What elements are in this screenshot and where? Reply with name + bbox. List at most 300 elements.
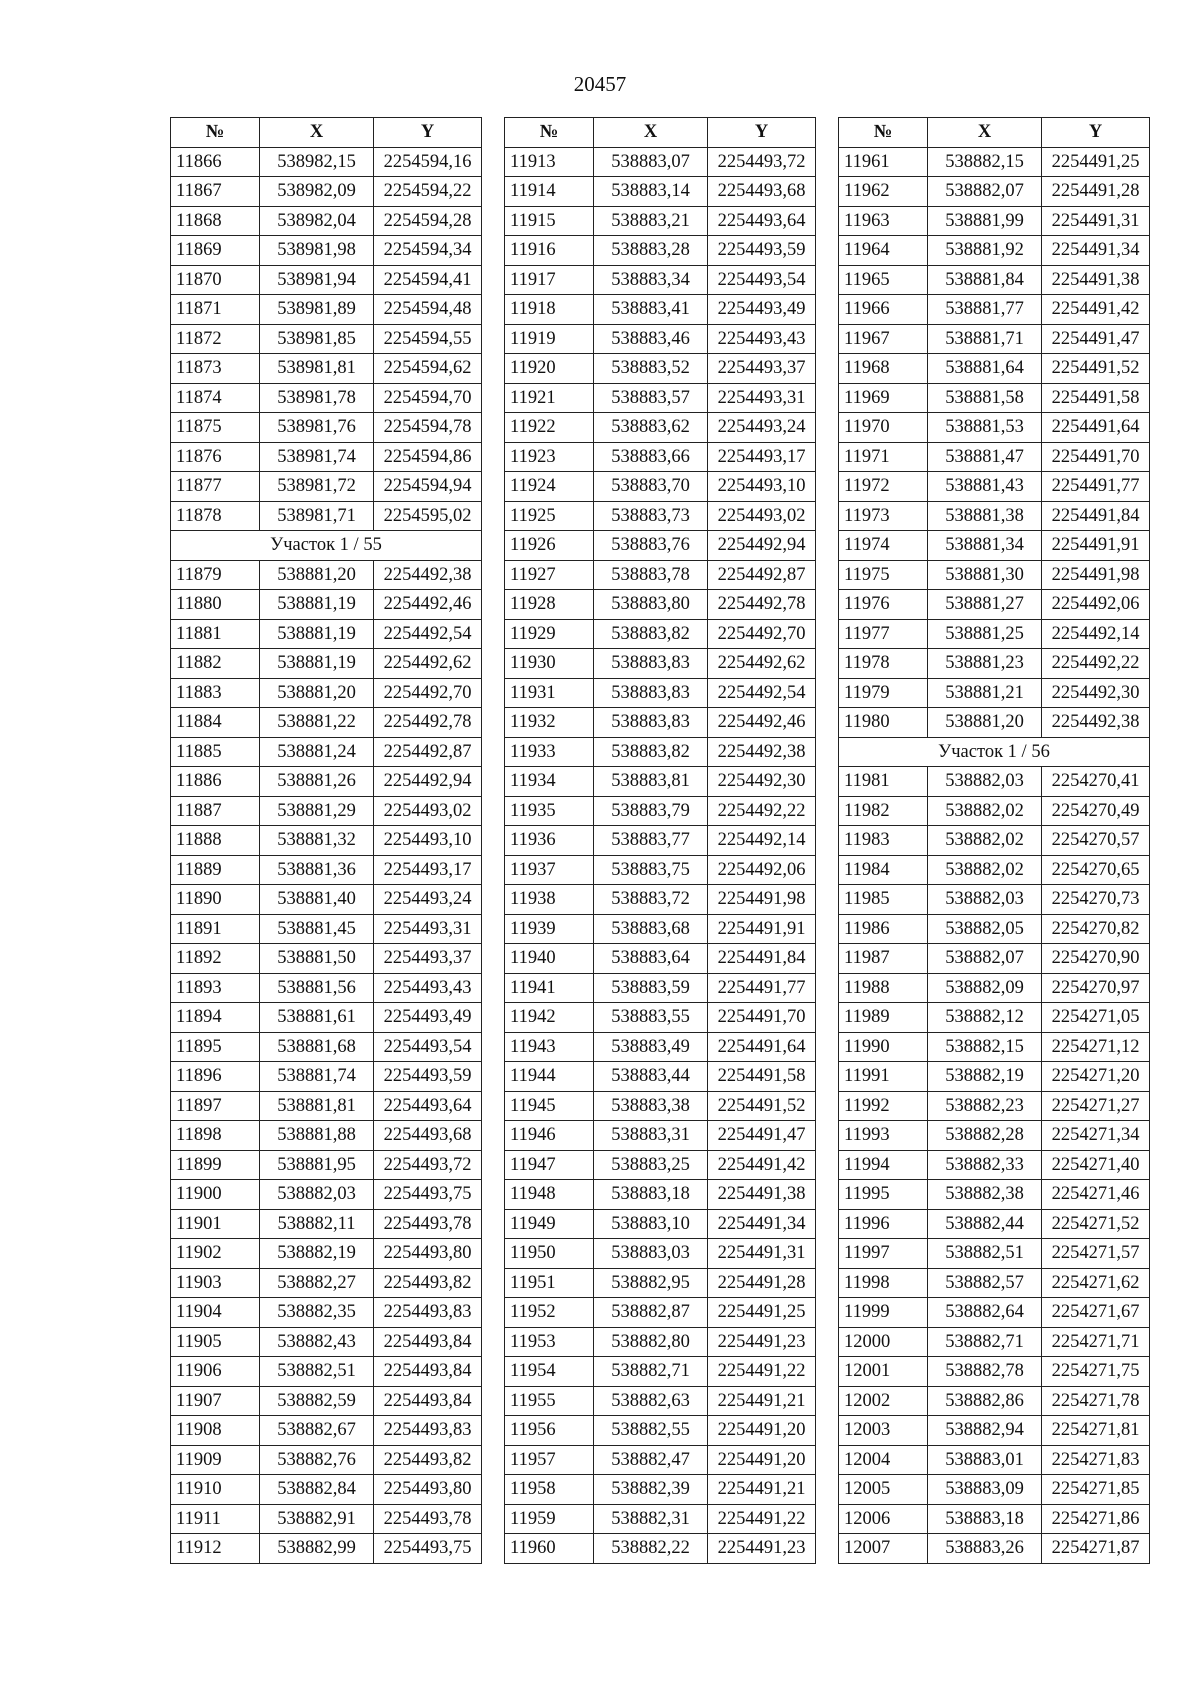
table-row	[505, 590, 816, 620]
point-number-cell: 11894	[171, 1003, 260, 1033]
y-coordinate-cell: 2254493,10	[374, 826, 482, 856]
table-row	[505, 649, 816, 679]
y-coordinate-cell: 2254492,06	[708, 855, 816, 885]
point-number-cell: 11878	[171, 501, 260, 531]
point-number-cell: 11999	[839, 1298, 928, 1328]
y-coordinate-cell: 2254493,80	[374, 1239, 482, 1269]
x-coordinate-cell: 538882,35	[260, 1298, 374, 1328]
table-row	[839, 973, 1150, 1003]
x-coordinate-cell: 538881,50	[260, 944, 374, 974]
point-number-cell: 11955	[505, 1386, 594, 1416]
point-number-cell: 11870	[171, 265, 260, 295]
table-row	[171, 295, 482, 325]
x-coordinate-cell: 538882,22	[594, 1534, 708, 1564]
point-number-cell: 11958	[505, 1475, 594, 1505]
y-coordinate-cell: 2254492,54	[374, 619, 482, 649]
x-coordinate-cell: 538981,78	[260, 383, 374, 413]
table-row	[171, 1534, 482, 1564]
table-row	[839, 944, 1150, 974]
table-row	[839, 1180, 1150, 1210]
x-coordinate-cell: 538882,47	[594, 1445, 708, 1475]
y-coordinate-cell: 2254493,43	[708, 324, 816, 354]
x-coordinate-cell: 538981,81	[260, 354, 374, 384]
y-coordinate-cell: 2254493,02	[374, 796, 482, 826]
table-row	[171, 442, 482, 472]
y-coordinate-cell: 2254271,83	[1042, 1445, 1150, 1475]
table-row	[171, 265, 482, 295]
y-coordinate-cell: 2254491,21	[708, 1386, 816, 1416]
point-number-cell: 11904	[171, 1298, 260, 1328]
x-coordinate-cell: 538882,64	[928, 1298, 1042, 1328]
point-number-cell: 11976	[839, 590, 928, 620]
table-row	[839, 472, 1150, 502]
y-coordinate-cell: 2254594,28	[374, 206, 482, 236]
table-row	[171, 472, 482, 502]
y-coordinate-cell: 2254594,34	[374, 236, 482, 266]
point-number-cell: 11931	[505, 678, 594, 708]
x-coordinate-cell: 538981,89	[260, 295, 374, 325]
x-coordinate-cell: 538881,24	[260, 737, 374, 767]
y-coordinate-cell: 2254491,25	[1042, 147, 1150, 177]
y-coordinate-cell: 2254493,59	[374, 1062, 482, 1092]
point-number-cell: 11969	[839, 383, 928, 413]
x-coordinate-cell: 538881,25	[928, 619, 1042, 649]
x-coordinate-cell: 538881,71	[928, 324, 1042, 354]
table-row	[171, 649, 482, 679]
x-coordinate-cell: 538981,74	[260, 442, 374, 472]
y-coordinate-cell: 2254594,55	[374, 324, 482, 354]
y-coordinate-cell: 2254270,90	[1042, 944, 1150, 974]
x-coordinate-cell: 538882,27	[260, 1268, 374, 1298]
point-number-cell: 11900	[171, 1180, 260, 1210]
x-coordinate-cell: 538882,33	[928, 1150, 1042, 1180]
x-coordinate-cell: 538882,19	[260, 1239, 374, 1269]
y-coordinate-cell: 2254491,64	[1042, 413, 1150, 443]
point-number-cell: 11921	[505, 383, 594, 413]
y-coordinate-cell: 2254492,38	[374, 560, 482, 590]
point-number-cell: 11929	[505, 619, 594, 649]
point-number-cell: 11989	[839, 1003, 928, 1033]
point-number-cell: 11867	[171, 177, 260, 207]
table-row	[839, 855, 1150, 885]
y-coordinate-cell: 2254493,31	[708, 383, 816, 413]
x-coordinate-cell: 538881,84	[928, 265, 1042, 295]
column-header-x: X	[594, 118, 708, 148]
table-row	[839, 383, 1150, 413]
point-number-cell: 11903	[171, 1268, 260, 1298]
point-number-cell: 11912	[171, 1534, 260, 1564]
point-number-cell: 11966	[839, 295, 928, 325]
x-coordinate-cell: 538883,18	[594, 1180, 708, 1210]
y-coordinate-cell: 2254271,75	[1042, 1357, 1150, 1387]
point-number-cell: 11990	[839, 1032, 928, 1062]
point-number-cell: 11881	[171, 619, 260, 649]
x-coordinate-cell: 538883,01	[928, 1445, 1042, 1475]
y-coordinate-cell: 2254270,41	[1042, 767, 1150, 797]
x-coordinate-cell: 538882,99	[260, 1534, 374, 1564]
x-coordinate-cell: 538883,49	[594, 1032, 708, 1062]
x-coordinate-cell: 538882,03	[928, 767, 1042, 797]
table-row	[839, 147, 1150, 177]
x-coordinate-cell: 538883,25	[594, 1150, 708, 1180]
x-coordinate-cell: 538882,87	[594, 1298, 708, 1328]
table-row	[171, 413, 482, 443]
x-coordinate-cell: 538883,14	[594, 177, 708, 207]
table-row	[505, 855, 816, 885]
point-number-cell: 11888	[171, 826, 260, 856]
table-row	[171, 1032, 482, 1062]
column-header-x: X	[928, 118, 1042, 148]
y-coordinate-cell: 2254493,75	[374, 1180, 482, 1210]
point-number-cell: 11874	[171, 383, 260, 413]
x-coordinate-cell: 538883,83	[594, 708, 708, 738]
table-header-row	[171, 118, 482, 148]
table-row	[839, 1121, 1150, 1151]
point-number-cell: 11933	[505, 737, 594, 767]
table-row	[171, 206, 482, 236]
point-number-cell: 11996	[839, 1209, 928, 1239]
table-row	[171, 560, 482, 590]
x-coordinate-cell: 538883,57	[594, 383, 708, 413]
y-coordinate-cell: 2254492,38	[708, 737, 816, 767]
point-number-cell: 11973	[839, 501, 928, 531]
y-coordinate-cell: 2254271,71	[1042, 1327, 1150, 1357]
table-row	[171, 383, 482, 413]
table-row	[505, 177, 816, 207]
table-row	[505, 1534, 816, 1564]
table-row	[171, 1475, 482, 1505]
table-row	[839, 649, 1150, 679]
x-coordinate-cell: 538881,47	[928, 442, 1042, 472]
table-row	[839, 767, 1150, 797]
x-coordinate-cell: 538882,02	[928, 796, 1042, 826]
x-coordinate-cell: 538881,40	[260, 885, 374, 915]
table-row	[839, 236, 1150, 266]
y-coordinate-cell: 2254493,02	[708, 501, 816, 531]
y-coordinate-cell: 2254493,84	[374, 1327, 482, 1357]
y-coordinate-cell: 2254493,84	[374, 1357, 482, 1387]
coordinates-table-3	[838, 117, 1150, 1564]
y-coordinate-cell: 2254594,16	[374, 147, 482, 177]
x-coordinate-cell: 538882,67	[260, 1416, 374, 1446]
y-coordinate-cell: 2254491,70	[708, 1003, 816, 1033]
point-number-cell: 11982	[839, 796, 928, 826]
table-row	[505, 1416, 816, 1446]
column-header-number: №	[171, 118, 260, 148]
point-number-cell: 11942	[505, 1003, 594, 1033]
table-row	[171, 177, 482, 207]
table-row	[505, 1032, 816, 1062]
point-number-cell: 11879	[171, 560, 260, 590]
point-number-cell: 11916	[505, 236, 594, 266]
table-row	[505, 1327, 816, 1357]
x-coordinate-cell: 538883,73	[594, 501, 708, 531]
y-coordinate-cell: 2254493,80	[374, 1475, 482, 1505]
table-row	[839, 1298, 1150, 1328]
y-coordinate-cell: 2254492,14	[708, 826, 816, 856]
y-coordinate-cell: 2254492,54	[708, 678, 816, 708]
table-row	[839, 1032, 1150, 1062]
y-coordinate-cell: 2254491,84	[1042, 501, 1150, 531]
y-coordinate-cell: 2254491,47	[708, 1121, 816, 1151]
x-coordinate-cell: 538882,84	[260, 1475, 374, 1505]
y-coordinate-cell: 2254271,46	[1042, 1180, 1150, 1210]
y-coordinate-cell: 2254594,62	[374, 354, 482, 384]
y-coordinate-cell: 2254493,82	[374, 1445, 482, 1475]
table-row	[839, 501, 1150, 531]
table-row	[839, 885, 1150, 915]
table-row	[839, 324, 1150, 354]
point-number-cell: 11925	[505, 501, 594, 531]
point-number-cell: 11961	[839, 147, 928, 177]
x-coordinate-cell: 538981,94	[260, 265, 374, 295]
y-coordinate-cell: 2254594,70	[374, 383, 482, 413]
point-number-cell: 11892	[171, 944, 260, 974]
table-row	[839, 1416, 1150, 1446]
x-coordinate-cell: 538883,59	[594, 973, 708, 1003]
table-row	[505, 885, 816, 915]
table-row	[505, 442, 816, 472]
x-coordinate-cell: 538882,51	[928, 1239, 1042, 1269]
x-coordinate-cell: 538881,58	[928, 383, 1042, 413]
point-number-cell: 11906	[171, 1357, 260, 1387]
point-number-cell: 11984	[839, 855, 928, 885]
point-number-cell: 11909	[171, 1445, 260, 1475]
x-coordinate-cell: 538883,44	[594, 1062, 708, 1092]
y-coordinate-cell: 2254271,67	[1042, 1298, 1150, 1328]
y-coordinate-cell: 2254491,64	[708, 1032, 816, 1062]
y-coordinate-cell: 2254271,52	[1042, 1209, 1150, 1239]
x-coordinate-cell: 538883,09	[928, 1475, 1042, 1505]
x-coordinate-cell: 538881,45	[260, 914, 374, 944]
y-coordinate-cell: 2254491,22	[708, 1357, 816, 1387]
point-number-cell: 12006	[839, 1504, 928, 1534]
table-row	[171, 590, 482, 620]
point-number-cell: 11918	[505, 295, 594, 325]
y-coordinate-cell: 2254493,10	[708, 472, 816, 502]
y-coordinate-cell: 2254271,81	[1042, 1416, 1150, 1446]
y-coordinate-cell: 2254493,84	[374, 1386, 482, 1416]
table-header-row	[839, 118, 1150, 148]
point-number-cell: 11910	[171, 1475, 260, 1505]
table-row	[505, 1121, 816, 1151]
x-coordinate-cell: 538882,71	[928, 1327, 1042, 1357]
point-number-cell: 11938	[505, 885, 594, 915]
table-row	[171, 1357, 482, 1387]
y-coordinate-cell: 2254271,62	[1042, 1268, 1150, 1298]
table-row	[839, 1534, 1150, 1564]
x-coordinate-cell: 538883,68	[594, 914, 708, 944]
table-row	[505, 1298, 816, 1328]
point-number-cell: 11882	[171, 649, 260, 679]
point-number-cell: 12002	[839, 1386, 928, 1416]
x-coordinate-cell: 538883,70	[594, 472, 708, 502]
table-row	[505, 737, 816, 767]
table-row	[171, 1445, 482, 1475]
x-coordinate-cell: 538882,02	[928, 855, 1042, 885]
point-number-cell: 11963	[839, 206, 928, 236]
y-coordinate-cell: 2254492,78	[374, 708, 482, 738]
y-coordinate-cell: 2254492,78	[708, 590, 816, 620]
table-row	[839, 295, 1150, 325]
x-coordinate-cell: 538881,81	[260, 1091, 374, 1121]
table-row	[839, 826, 1150, 856]
y-coordinate-cell: 2254493,68	[708, 177, 816, 207]
x-coordinate-cell: 538881,22	[260, 708, 374, 738]
point-number-cell: 11957	[505, 1445, 594, 1475]
y-coordinate-cell: 2254271,40	[1042, 1150, 1150, 1180]
y-coordinate-cell: 2254491,84	[708, 944, 816, 974]
section-title: Участок 1 / 56	[839, 737, 1150, 767]
x-coordinate-cell: 538882,78	[928, 1357, 1042, 1387]
coordinates-table-2	[504, 117, 816, 1564]
x-coordinate-cell: 538881,53	[928, 413, 1042, 443]
x-coordinate-cell: 538882,11	[260, 1209, 374, 1239]
y-coordinate-cell: 2254491,91	[1042, 531, 1150, 561]
table-row	[505, 147, 816, 177]
table-row	[171, 1504, 482, 1534]
point-number-cell: 11981	[839, 767, 928, 797]
x-coordinate-cell: 538883,64	[594, 944, 708, 974]
y-coordinate-cell: 2254491,31	[708, 1239, 816, 1269]
x-coordinate-cell: 538883,83	[594, 649, 708, 679]
y-coordinate-cell: 2254594,22	[374, 177, 482, 207]
y-coordinate-cell: 2254493,17	[374, 855, 482, 885]
point-number-cell: 11877	[171, 472, 260, 502]
x-coordinate-cell: 538882,44	[928, 1209, 1042, 1239]
y-coordinate-cell: 2254493,82	[374, 1268, 482, 1298]
table-row	[505, 914, 816, 944]
point-number-cell: 11943	[505, 1032, 594, 1062]
table-row	[839, 206, 1150, 236]
point-number-cell: 12007	[839, 1534, 928, 1564]
x-coordinate-cell: 538881,29	[260, 796, 374, 826]
point-number-cell: 11907	[171, 1386, 260, 1416]
x-coordinate-cell: 538882,12	[928, 1003, 1042, 1033]
coordinates-table-1	[170, 117, 482, 1564]
x-coordinate-cell: 538883,10	[594, 1209, 708, 1239]
point-number-cell: 11954	[505, 1357, 594, 1387]
x-coordinate-cell: 538883,52	[594, 354, 708, 384]
table-row	[839, 442, 1150, 472]
point-number-cell: 12004	[839, 1445, 928, 1475]
x-coordinate-cell: 538882,19	[928, 1062, 1042, 1092]
x-coordinate-cell: 538881,26	[260, 767, 374, 797]
x-coordinate-cell: 538881,32	[260, 826, 374, 856]
point-number-cell: 11992	[839, 1091, 928, 1121]
x-coordinate-cell: 538881,20	[260, 678, 374, 708]
table-row	[505, 1475, 816, 1505]
table-row	[171, 1298, 482, 1328]
table-row	[839, 1062, 1150, 1092]
table-row	[171, 236, 482, 266]
x-coordinate-cell: 538883,41	[594, 295, 708, 325]
point-number-cell: 11885	[171, 737, 260, 767]
point-number-cell: 11987	[839, 944, 928, 974]
point-number-cell: 11944	[505, 1062, 594, 1092]
table-row	[505, 1239, 816, 1269]
y-coordinate-cell: 2254271,87	[1042, 1534, 1150, 1564]
y-coordinate-cell: 2254271,57	[1042, 1239, 1150, 1269]
x-coordinate-cell: 538881,61	[260, 1003, 374, 1033]
table-row	[839, 1445, 1150, 1475]
y-coordinate-cell: 2254493,54	[708, 265, 816, 295]
point-number-cell: 11949	[505, 1209, 594, 1239]
table-row	[505, 206, 816, 236]
point-number-cell: 12005	[839, 1475, 928, 1505]
table-row	[171, 619, 482, 649]
x-coordinate-cell: 538881,19	[260, 649, 374, 679]
y-coordinate-cell: 2254491,22	[708, 1504, 816, 1534]
x-coordinate-cell: 538981,71	[260, 501, 374, 531]
point-number-cell: 11897	[171, 1091, 260, 1121]
point-number-cell: 11914	[505, 177, 594, 207]
table-row	[505, 295, 816, 325]
table-row	[839, 1150, 1150, 1180]
table-row	[839, 1504, 1150, 1534]
y-coordinate-cell: 2254491,20	[708, 1445, 816, 1475]
table-row	[839, 177, 1150, 207]
point-number-cell: 11960	[505, 1534, 594, 1564]
point-number-cell: 11997	[839, 1239, 928, 1269]
x-coordinate-cell: 538881,23	[928, 649, 1042, 679]
y-coordinate-cell: 2254491,42	[708, 1150, 816, 1180]
x-coordinate-cell: 538883,80	[594, 590, 708, 620]
x-coordinate-cell: 538881,99	[928, 206, 1042, 236]
point-number-cell: 11922	[505, 413, 594, 443]
point-number-cell: 11932	[505, 708, 594, 738]
point-number-cell: 11939	[505, 914, 594, 944]
y-coordinate-cell: 2254270,73	[1042, 885, 1150, 915]
point-number-cell: 11913	[505, 147, 594, 177]
table-row	[171, 1209, 482, 1239]
point-number-cell: 11928	[505, 590, 594, 620]
column-header-y: Y	[1042, 118, 1150, 148]
y-coordinate-cell: 2254492,38	[1042, 708, 1150, 738]
column-header-number: №	[839, 118, 928, 148]
table-row	[839, 1003, 1150, 1033]
y-coordinate-cell: 2254491,98	[1042, 560, 1150, 590]
table-row	[505, 1445, 816, 1475]
table-row	[505, 501, 816, 531]
x-coordinate-cell: 538882,05	[928, 914, 1042, 944]
x-coordinate-cell: 538881,95	[260, 1150, 374, 1180]
x-coordinate-cell: 538882,71	[594, 1357, 708, 1387]
y-coordinate-cell: 2254493,78	[374, 1209, 482, 1239]
point-number-cell: 11869	[171, 236, 260, 266]
y-coordinate-cell: 2254270,97	[1042, 973, 1150, 1003]
point-number-cell: 11975	[839, 560, 928, 590]
table-row	[505, 354, 816, 384]
y-coordinate-cell: 2254491,47	[1042, 324, 1150, 354]
table-row	[505, 1150, 816, 1180]
table-row	[505, 619, 816, 649]
y-coordinate-cell: 2254594,94	[374, 472, 482, 502]
point-number-cell: 12000	[839, 1327, 928, 1357]
x-coordinate-cell: 538883,55	[594, 1003, 708, 1033]
table-row	[171, 1062, 482, 1092]
x-coordinate-cell: 538881,36	[260, 855, 374, 885]
y-coordinate-cell: 2254493,72	[374, 1150, 482, 1180]
point-number-cell: 11951	[505, 1268, 594, 1298]
point-number-cell: 11880	[171, 590, 260, 620]
table-row	[505, 1504, 816, 1534]
y-coordinate-cell: 2254493,49	[374, 1003, 482, 1033]
y-coordinate-cell: 2254493,49	[708, 295, 816, 325]
y-coordinate-cell: 2254594,41	[374, 265, 482, 295]
point-number-cell: 11978	[839, 649, 928, 679]
table-row	[171, 1239, 482, 1269]
